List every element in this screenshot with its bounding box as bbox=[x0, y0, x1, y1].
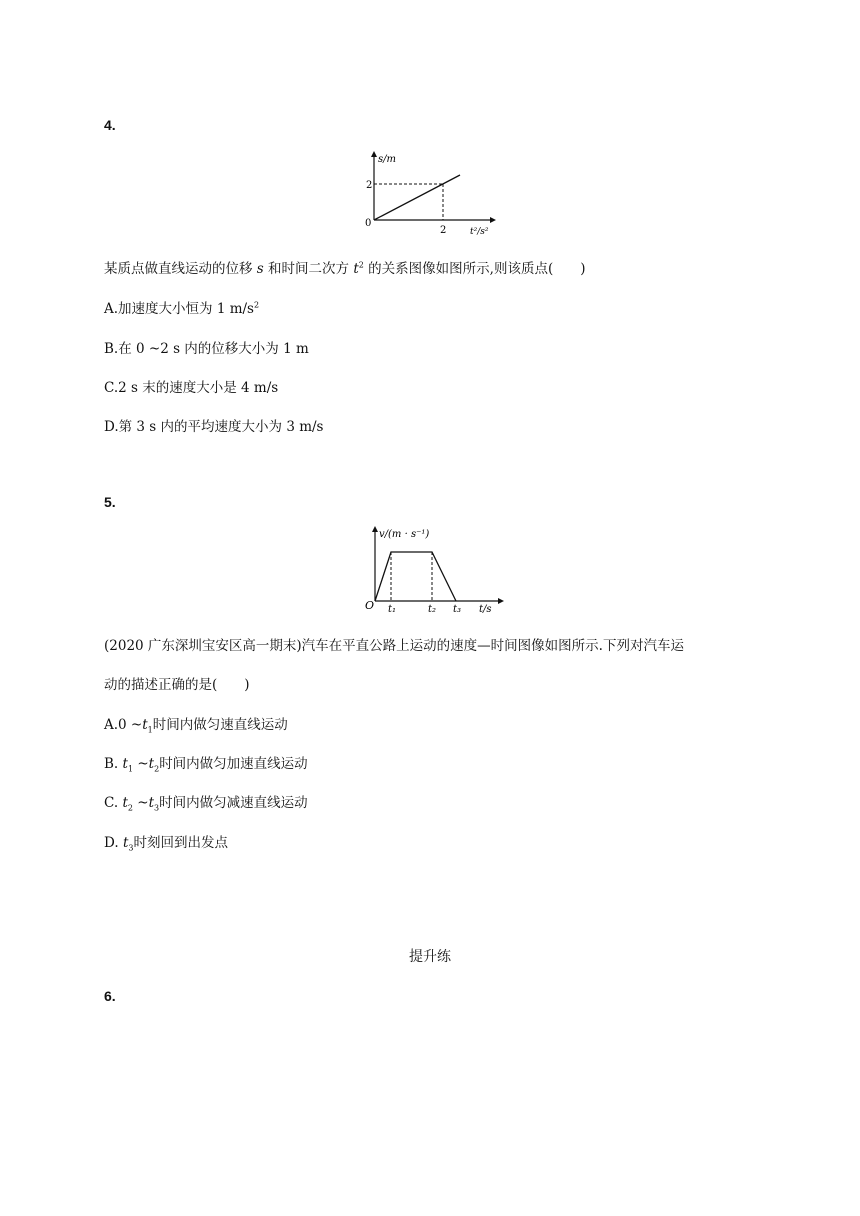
q4-x-axis-label: t²/s² bbox=[470, 227, 489, 236]
q5-x-axis-label: t/s bbox=[479, 604, 492, 615]
q5-y-axis-arrow bbox=[372, 526, 378, 532]
q4-option-c[interactable]: C.2 s 末的速度大小是 4 m/s bbox=[104, 380, 279, 396]
section-title: 提升练 bbox=[409, 949, 451, 965]
q5-option-a[interactable]: A.0 $\sim t_1$时间内做匀速直线运动 bbox=[104, 717, 288, 735]
q5-stem-line-1: (2020 广东深圳宝安区高一期末)汽车在平直公路上运动的速度—时间图像如图所示.下列对汽车运 bbox=[104, 638, 684, 654]
q5-option-b[interactable]: B. $t_1$ $\sim t_2$时间内做匀加速直线运动 bbox=[104, 756, 308, 774]
q5-origin-label: O bbox=[365, 599, 375, 612]
q5-y-axis-label: v/(m · s⁻¹) bbox=[379, 529, 430, 540]
q4-stem: 某质点做直线运动的位移 s 和时间二次方 $t^2$ 的关系图像如图所示,则该质点( ) bbox=[104, 260, 586, 277]
q4-option-a[interactable]: A.加速度大小恒为 1 $m/s^2$ bbox=[104, 300, 260, 317]
q5-t1-label: t₁ bbox=[388, 604, 397, 615]
q5-t3-label: t₃ bbox=[453, 604, 462, 615]
q4-y-tick-2: 2 bbox=[366, 180, 373, 191]
q4-x-axis-arrow bbox=[490, 217, 496, 223]
q4-data-line bbox=[374, 175, 460, 220]
q4-graph bbox=[364, 150, 504, 236]
q4-option-b[interactable]: B.在 0 ~2 s 内的位移大小为 1 m bbox=[104, 341, 309, 357]
question-6-number: 6. bbox=[104, 988, 116, 1004]
q5-figure-velocity-vs-time bbox=[364, 523, 514, 619]
q5-option-d[interactable]: D. $t_3$时刻回到出发点 bbox=[104, 835, 228, 853]
q4-x-tick-2: 2 bbox=[440, 225, 447, 236]
q5-x-axis-arrow bbox=[498, 598, 504, 604]
q5-t2-label: t₂ bbox=[428, 604, 437, 615]
q5-data-trapezoid bbox=[375, 552, 456, 601]
q5-option-c[interactable]: C. $t_2$ $\sim t_3$时间内做匀减速直线运动 bbox=[104, 795, 308, 813]
question-4-number: 4. bbox=[104, 117, 116, 133]
q4-origin-label: 0 bbox=[365, 218, 372, 229]
q4-option-d[interactable]: D.第 3 s 内的平均速度大小为 3 m/s bbox=[104, 419, 324, 435]
q5-graph bbox=[364, 523, 514, 615]
q4-y-axis-arrow bbox=[371, 151, 377, 157]
q4-y-axis-label: s/m bbox=[378, 154, 396, 165]
q4-figure-displacement-vs-t-squared bbox=[364, 150, 504, 240]
question-5-number: 5. bbox=[104, 494, 116, 510]
q5-stem-line-2: 动的描述正确的是( ) bbox=[104, 677, 250, 693]
